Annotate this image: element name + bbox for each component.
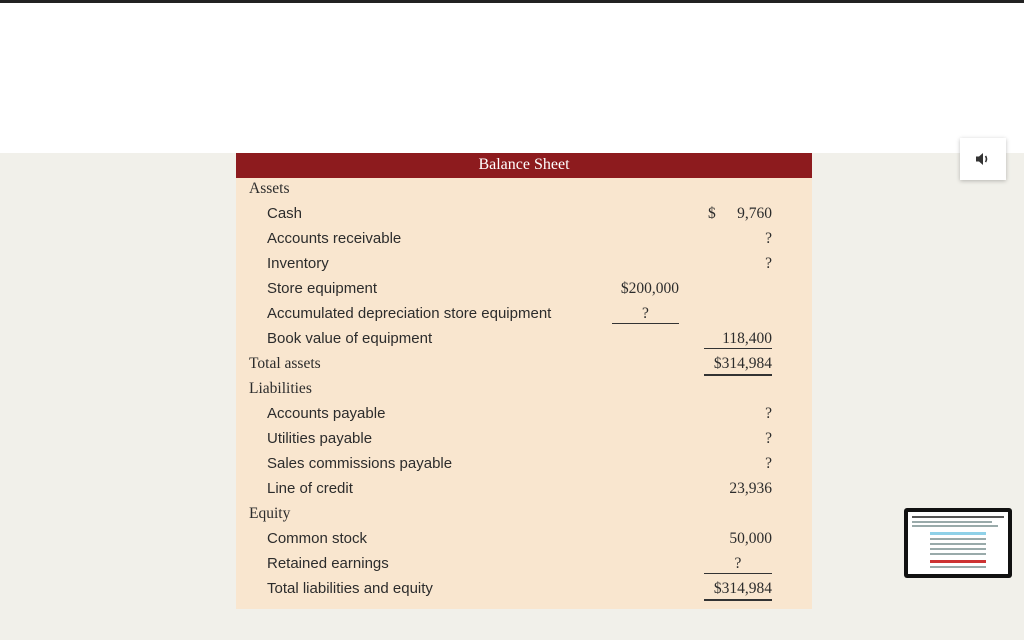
row-subamount: ? [612,305,679,324]
row-label: Accounts receivable [267,230,402,247]
row-label: Accumulated depreciation store equipment [267,305,552,322]
row-amount: $314,984 [704,355,772,376]
row-label: Accounts payable [267,405,386,422]
slide-thumbnail[interactable] [904,508,1012,578]
section-label: Liabilities [249,380,312,397]
table-row [236,226,812,251]
table-row [236,476,812,501]
table-row [236,276,812,301]
table-row [236,251,812,276]
row-amount: ? [765,255,772,272]
row-amount: 118,400 [704,330,772,349]
row-subamount: $200,000 [620,280,679,297]
section-label: Equity [249,505,291,522]
balance-sheet [236,153,812,609]
section-row-equity [236,501,812,526]
row-amount: ? [765,455,772,472]
row-label: Store equipment [267,280,378,297]
row-label: Common stock [267,530,368,547]
table-row [236,401,812,426]
table-row [236,301,812,326]
row-amount: ? [704,555,772,574]
row-label: Utilities payable [267,430,373,447]
table-row [236,326,812,351]
table-row [236,426,812,451]
table-row [236,526,812,551]
row-label: Total assets [249,355,321,372]
row-label: Retained earnings [267,555,389,572]
total-row [236,576,812,601]
row-amount: ? [765,430,772,447]
row-amount: 9,760 [737,205,772,222]
row-label: Book value of equipment [267,330,433,347]
thumbnail-screen [908,512,1008,574]
row-amount: 50,000 [729,530,772,547]
total-row [236,351,812,376]
section-label: Assets [249,180,290,197]
row-amount: $314,984 [704,580,772,601]
audio-button[interactable] [960,138,1006,180]
balance-sheet-header [236,153,812,178]
dollar-sign: $ [708,205,716,222]
section-row-assets [236,176,812,201]
balance-sheet-title: Balance Sheet [478,156,570,173]
row-label: Sales commissions payable [267,455,453,472]
row-label: Inventory [267,255,329,272]
row-amount: ? [765,230,772,247]
row-amount: 23,936 [729,480,772,497]
row-label: Total liabilities and equity [267,580,433,597]
table-row [236,451,812,476]
content-header-area [0,3,1024,153]
row-label: Line of credit [267,480,353,497]
speaker-icon [975,151,991,167]
row-label: Cash [267,205,303,222]
table-row [236,201,812,226]
row-amount: ? [765,405,772,422]
table-row [236,551,812,576]
section-row-liabilities [236,376,812,401]
